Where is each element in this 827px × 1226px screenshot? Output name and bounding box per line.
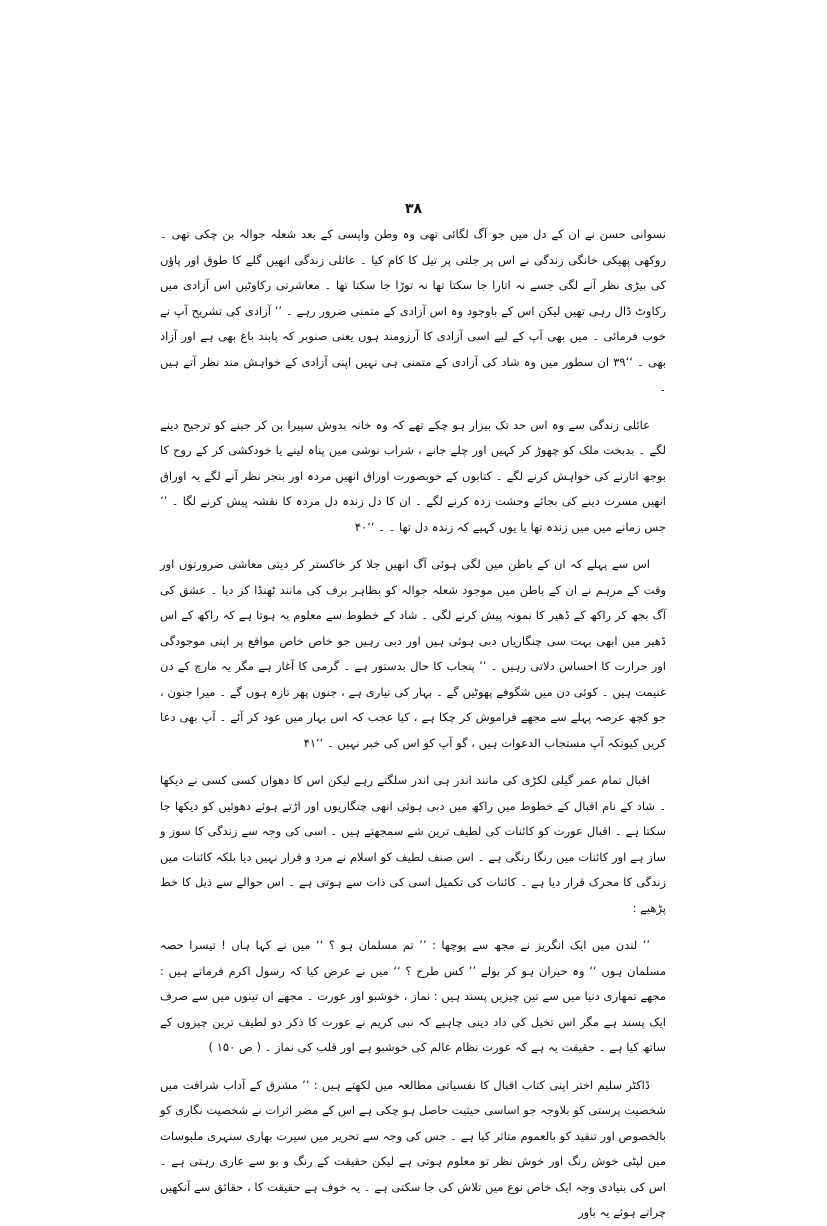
paragraph-1: نسوانی حسن نے ان کے دل میں جو آگ لگائی تھی وہ وطن واپسی کے بعد شعلہ جوالہ بن چکی تھی ۔ روکھی پھیکی خانگی زندگی نے اس پر جلتی پر تیل کا کام کیا ۔ عائلی زندگی انھیں گلے کا طوق اور پاؤں کی بیڑی نظر آنے لگی جسے نہ اتارا جا سکتا تھا نہ توڑا جا سکتا تھا ۔ معاشرتی رکاوٹیں اس آزادی میں رکاوٹ ڈال رہی تھیں لیکن اس کے باوجود وہ اس آزادی کے متمنی ضرور رہے ۔ ’’ آزادی کی تشریح آپ نے خوب فرمائی ۔ میں بھی آپ کے لیے اسی آزادی کا آرزومند ہوں یعنی صنوبر کہ پابند باغ بھی ہے اور آزاد بھی ۔ ‘‘۳۹ ان سطور میں وہ شاد کی آزادی کے متمنی ہی نہیں اپنی آزادی کے خواہش مند نظر آتے ہیں ۔ — [160, 227, 667, 394]
paragraph-2: عائلی زندگی سے وہ اس حد تک بیزار ہو چکے تھے کہ وہ خانہ بدوش سپیرا بن کر جینے کو ترجیح دینے لگے ۔ بدبخت ملک کو چھوڑ کر کہیں اور چلے جانے ، شراب نوشی میں پناہ لینے یا خودکشی کر کے روح کا بوجھ اتارنے کی خواہش کرنے لگے ۔ کتابوں کے خوبصورت اوراق انھیں مردہ اور بنجر نظر آنے لگے یہ اوراق انھیں مسرت دینے کی بجائے وحشت زدہ کرنے لگے ۔ ان کا دل زندہ دل مردہ کا نقشہ پیش کرنے لگا ۔ ’’ جس زمانے میں میں زندہ تھا یا یوں کہیے کہ زندہ دل تھا ۔ ۔ ‘‘۴۰ — [160, 417, 666, 534]
body-text — [160, 222, 666, 1226]
quoted-letter: ’’ لندن میں ایک انگریز نے مجھ سے پوچھا : ’’ تم مسلمان ہو ؟ ‘‘ میں نے کہا ہاں ! تیسرا حصہ مسلمان ہوں ‘‘ وہ حیران ہو کر بولے ’’ کس طرح ؟ ‘‘ میں نے عرض کیا کہ رسول اکرم فرماتے ہیں : مجھے تمھاری دنیا میں سے تین چیزیں پسند ہیں : نماز ، خوشبو اور عورت ۔ مجھے ان تینوں میں سے صرف ایک پسند ہے مگر اس تخیل کی داد دینی چاہیے کہ نبی کریم نے عورت کا ذکر دو لطیف ترین چیزوں کے ساتھ کیا ہے ۔ حقیقت یہ ہے کہ عورت نظام عالم کی خوشبو ہے اور قلب کی نماز ۔ ( ص ۱۵۰ ) — [160, 938, 666, 1054]
paragraph-6: ڈاکٹر سلیم اختر اپنی کتاب اقبال کا نفسیاتی مطالعہ میں لکھتے ہیں : ’’ مشرق کے آداب شرافت میں شخصیت پرستی کو بلاوجہ جو اساسی حیثیت حاصل ہو چکی ہے اس کے مضر اثرات نے شخصیت نگاری کو بالخصوص اور تنقید کو بالعموم متاثر کیا ہے ۔ جس کی وجہ سے تحریر میں سیرت بھاری سنہری ملبوسات میں لپٹی خوش رنگ اور خوش نظر تو معلوم ہوتی ہے لیکن حقیقت کے رنگ و بو سے عاری رہتی ہے ۔ اس کی بنیادی وجہ ایک خاص نوع میں تلاش کی جا سکتی ہے ۔ یہ خوف ہے حقیقت کا ، حقائق سے آنکھیں چراتے ہوئے یہ باور — [160, 1077, 666, 1219]
paragraph-3: اس سے پہلے کہ ان کے باطن میں لگی ہوئی آگ انھیں جلا کر خاکستر کر دیتی معاشی ضرورتوں اور وقت کے مرہم نے ان کے باطن میں موجود شعلہ جوالہ کو بظاہر برف کی مانند ٹھنڈا کر دیا ۔ عشق کی آگ بجھ کر راکھ کے ڈھیر کا نمونہ پیش کرنے لگی ۔ شاد کے خطوط سے معلوم یہ ہوتا ہے کہ راکھ کے اس ڈھیر میں ابھی بہت سی چنگاریاں دبی ہوئی ہیں اور دبی رہیں جو خاص خاص مواقع پر اپنی موجودگی اور حرارت کا احساس دلاتی رہیں ۔ ’’ پنجاب کا حال بدستور ہے ۔ گرمی کا آغاز ہے مگر یہ مارچ کے دن غنیمت ہیں ۔ کوئی دن میں شگوفے پھوٹیں گے ۔ بہار کی تیاری ہے ، جنون پھر تازہ ہوں گے ۔ میرا جنون ، جو کچھ عرصہ پہلے سے مجھے فراموش کر چکا ہے ، کیا عجب کہ اس بہار میں عود کر آئے ۔ آپ بھی دعا کریں کیونکہ آپ مستجاب الدعوات ہیں ، گو آپ کو اس کی خبر نہیں ۔ ‘‘۴۱ — [160, 557, 666, 750]
page-number: ۳۸ — [404, 201, 423, 217]
paragraph-4: اقبال تمام عمر گیلی لکڑی کی مانند اندر ہی اندر سلگتے رہے لیکن اس کا دھواں کسی کسی نے دیکھا ۔ شاد کے نام اقبال کے خطوط میں راکھ میں دبی ہوئی انھی چنگاریوں اور اڑتے ہوئے دھوئیں کو دیکھا جا سکتا ہے ۔ اقبال عورت کو کائنات کی لطیف ترین شے سمجھتے ہیں ۔ اسی کی وجہ سے زندگی کا سوز و ساز ہے اور کائنات میں رنگا رنگی ہے ۔ اس صنف لطیف کو اسلام نے مرد و قرار نہیں دیا بلکہ کائنات میں زندگی کا محرک قرار دیا ہے ۔ کائنات کی تکمیل اسی کی ذات سے ہوتی ہے ۔ اس حوالے سے ذیل کا خط پڑھیے : — [160, 773, 666, 915]
